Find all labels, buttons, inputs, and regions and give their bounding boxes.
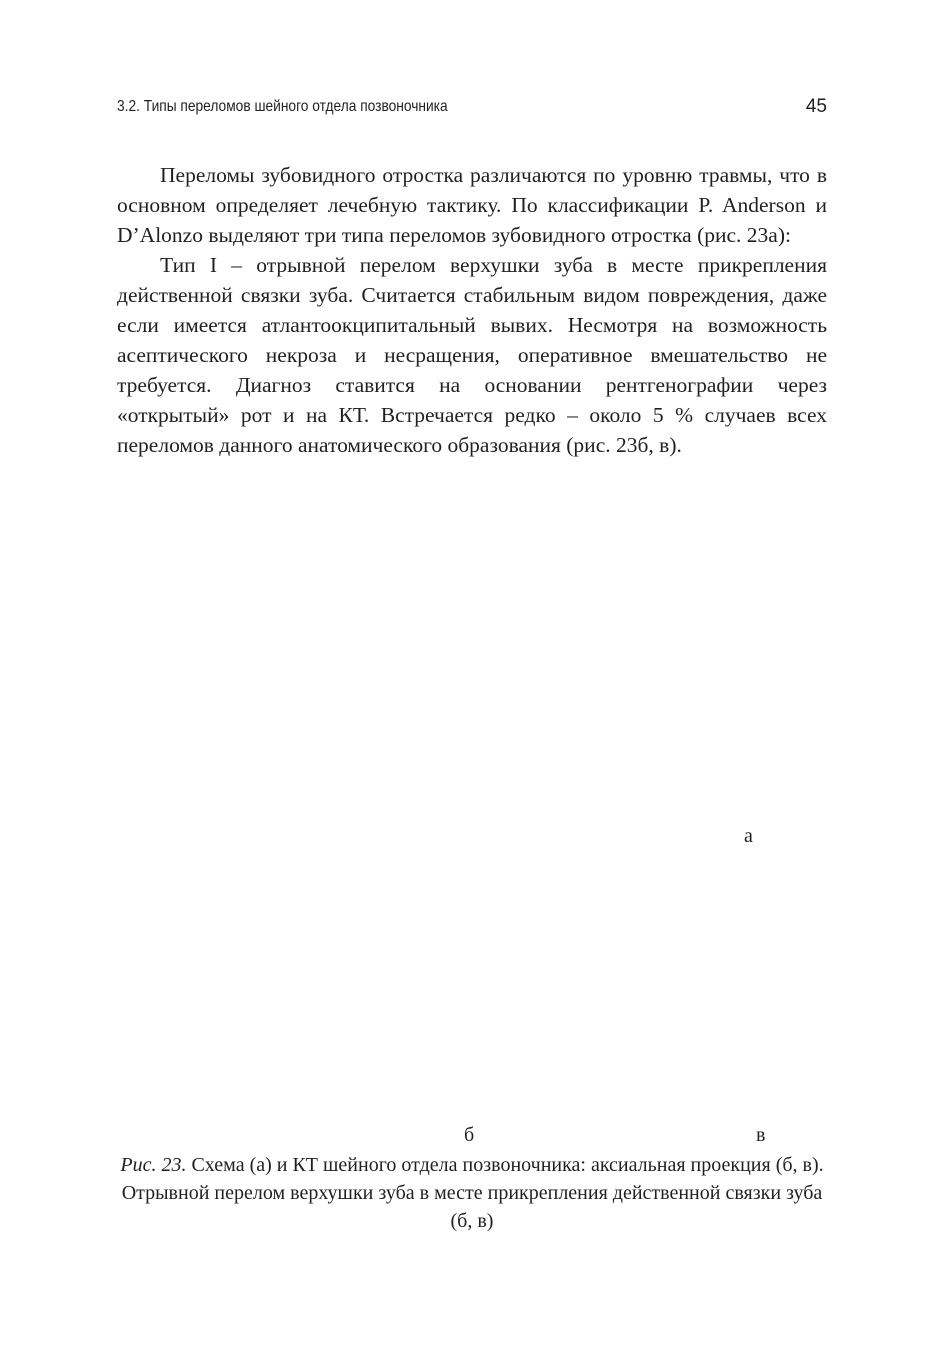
running-head bbox=[117, 94, 827, 120]
running-head-section-title: 3.2. Типы переломов шейного отдела позвоночника bbox=[117, 98, 448, 115]
figure-panel-label-b: б bbox=[464, 1124, 475, 1146]
paragraph-type-1: Тип I – отрывной перелом верхушки зуба в месте прикрепления действенной связки зуба. Считается стабильным видом повреждения, даже если имеется атлантоокципитальный вывих. Несмотря на возможность асептического некроза и несращения, оперативное вмешательство не требуется. Диагноз ставится на основании рентгенографии через «открытый» рот и на КТ. Встречается редко – около 5 % случаев всех переломов данного анатомического образования (рис. 23б, в). bbox=[117, 253, 827, 457]
figure-caption-ref: Рис. 23. bbox=[120, 1154, 187, 1176]
paragraph-odontoid-fractures: Переломы зубовидного отростка различаются по уровню травмы, что в основном определяет лечебную тактику. По классификации P. Anderson и D’Alonzo выделяют три типа переломов зубовидного отростка (рис. 23а): bbox=[117, 163, 827, 247]
page-number: 45 bbox=[805, 96, 827, 117]
body-text bbox=[117, 160, 827, 460]
figure-panel-label-a: а bbox=[744, 825, 753, 847]
figure-panel-label-v: в bbox=[756, 1124, 766, 1146]
figure-caption-text: Схема (а) и КТ шейного отдела позвоночника: аксиальная проекция (б, в). Отрывной перелом верхушки зуба в месте прикрепления действенной связки зуба (б, в) bbox=[121, 1154, 824, 1232]
figure-caption bbox=[117, 1151, 827, 1235]
